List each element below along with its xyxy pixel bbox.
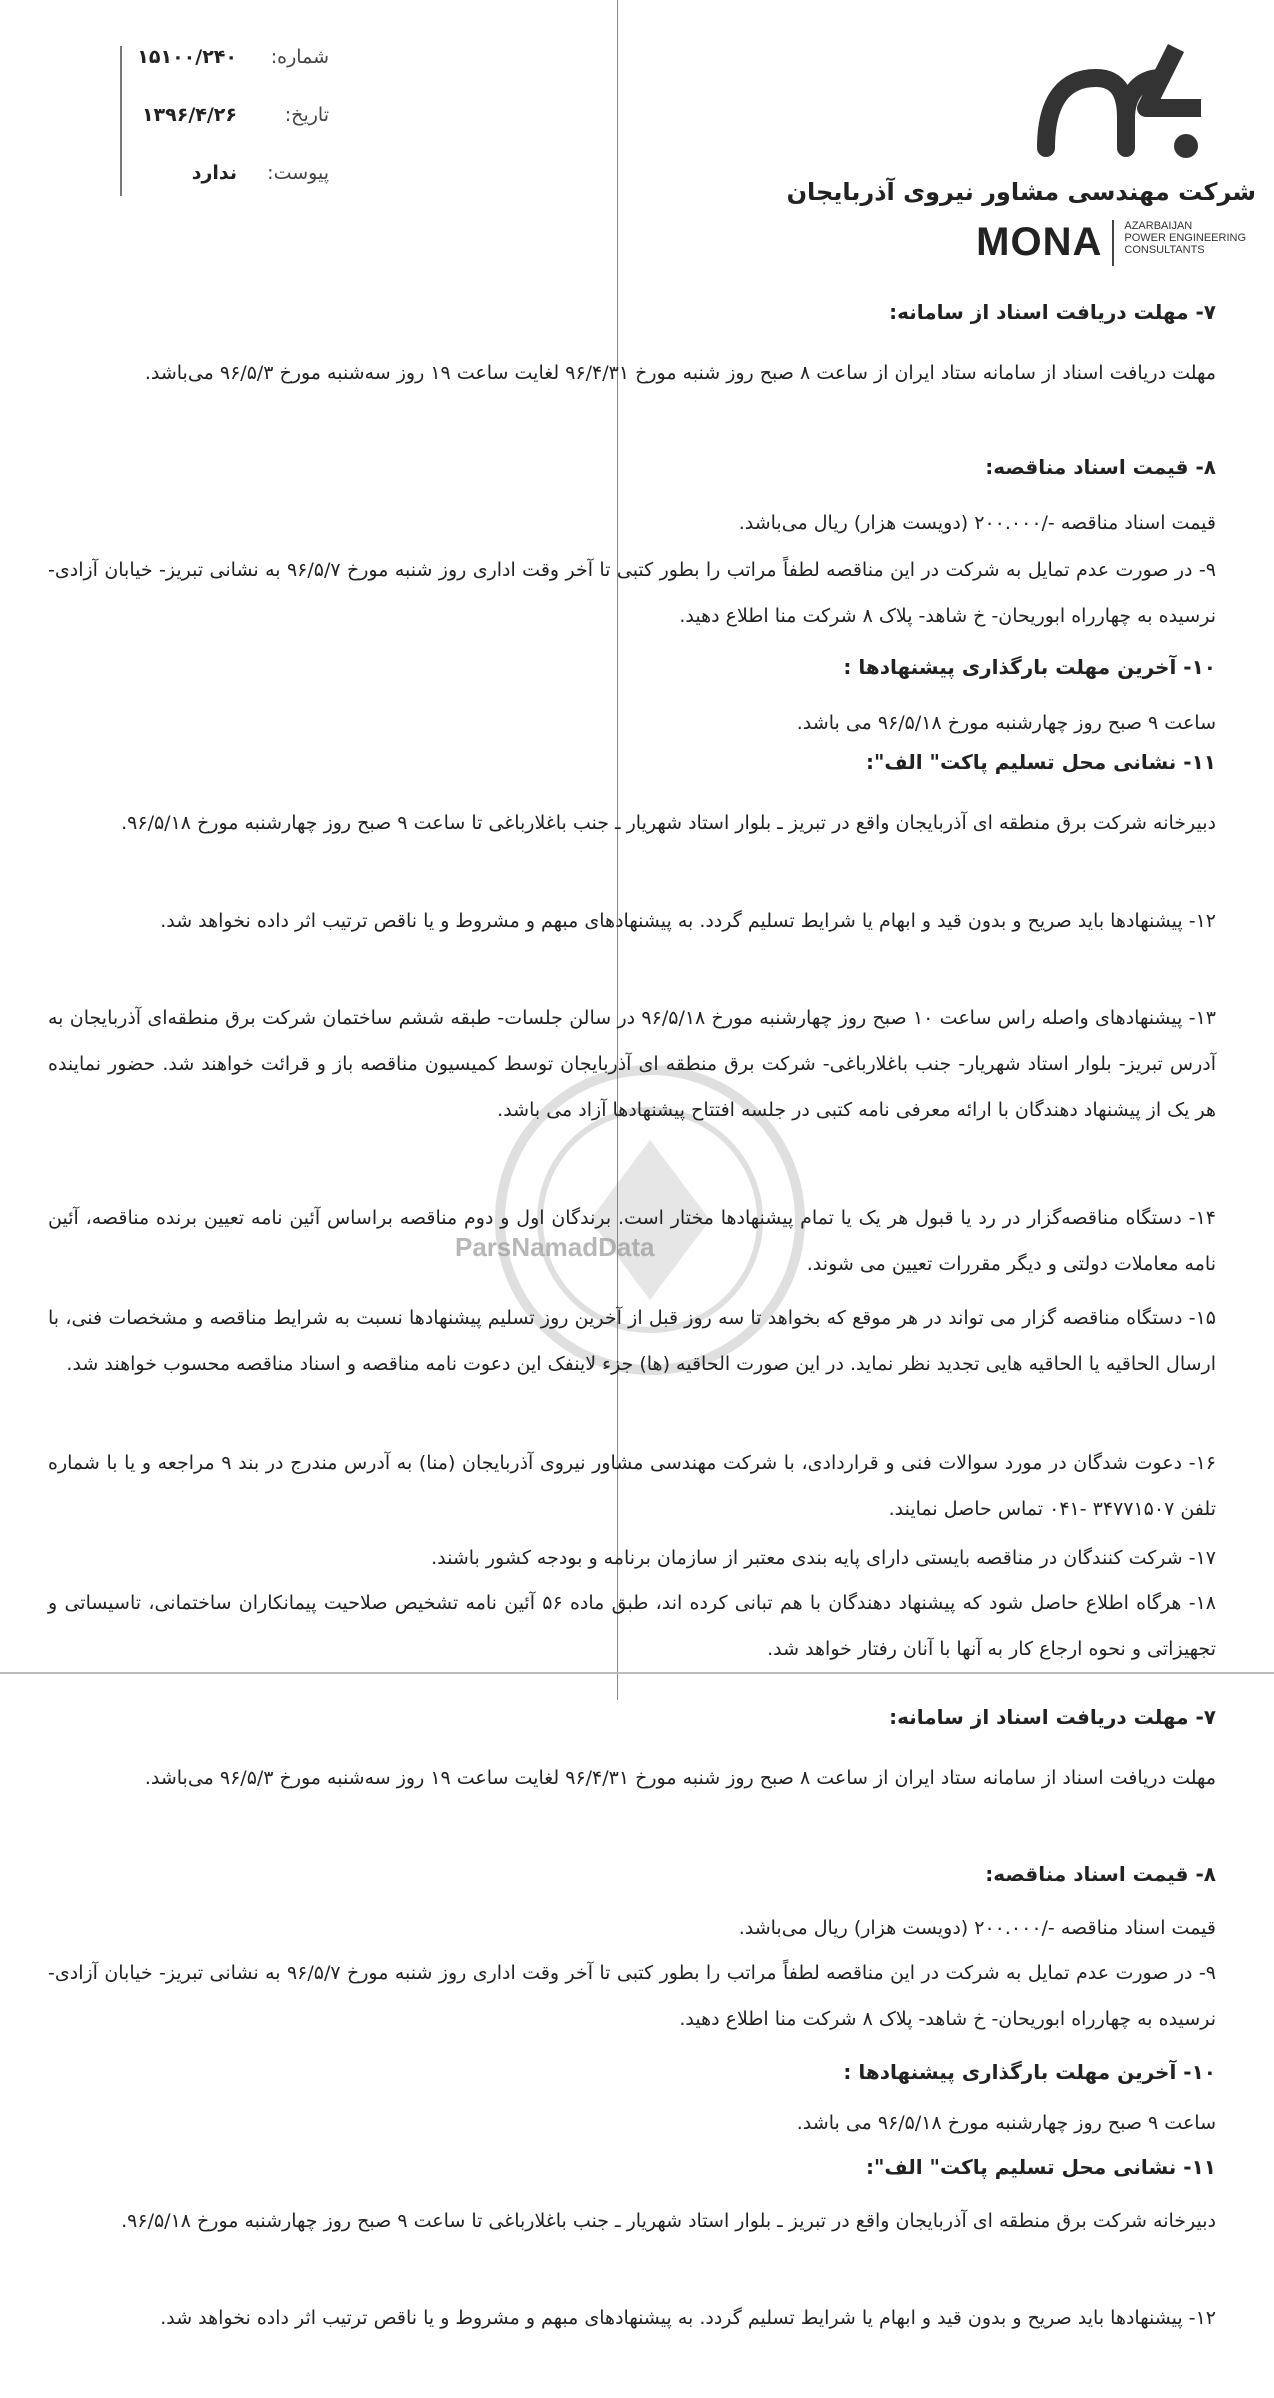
section-body: مهلت دریافت اسناد از سامانه ستاد ایران از ساعت ۸ صبح روز شنبه مورخ ۹۶/۴/۳۱ لغایت ساعت ۱۹ روز سه‌شنبه مورخ ۹۶/۵/۳ می‌باشد. (144, 1767, 1216, 1789)
date-value: ۱۳۹۶/۴/۲۶ (141, 104, 237, 126)
section-body: ۹- در صورت عدم تمایل به شرکت در این مناقصه لطفاً مراتب را بطور کتبی تا آخر وقت اداری روز شنبه مورخ ۹۶/۵/۷ به نشانی تبریز- خیابان آزادی- نرسیده به چهارراه ابوریحان- خ شاهد- پلاک ۸ شرکت منا اطلاع دهید. (48, 1962, 1216, 2030)
number-value: ۱۵۱۰۰/۲۴۰ (137, 46, 237, 68)
section-heading: ۱۱- نشانی محل تسلیم پاکت" الف": (865, 750, 1216, 774)
meta-attachment (122, 162, 337, 192)
mona-logo-icon (1026, 38, 1216, 168)
subtitle-line: CONSULTANTS (1124, 244, 1205, 256)
section-body: ۱۸- هرگاه اطلاع حاصل شود که پیشنهاد دهندگان با هم تبانی کرده اند، طبق ماده ۵۶ آئین نامه تشخیص صلاحیت پیمانکاران ساختمانی، تاسیساتی و تجهیزاتی و نحوه ارجاع کار به آنها با آنان رفتار خواهد شد. (48, 1592, 1216, 1660)
section-heading: ۱۰- آخرین مهلت بارگذاری پیشنهادها : (843, 2060, 1216, 2084)
section-heading: ۷- مهلت دریافت اسناد از سامانه: (889, 300, 1216, 324)
page-divider (0, 1672, 1274, 1674)
section-body: ۱۶- دعوت شدگان در مورد سوالات فنی و قراردادی، با شرکت مهندسی مشاور نیروی آذربایجان (منا) به آدرس مندرج در بند ۹ مراجعه و یا با شماره تلفن ۳۴۷۷۱۵۰۷ -۰۴۱ تماس حاصل نمایند. (48, 1452, 1217, 1520)
attachment-label: پیوست: (267, 162, 329, 184)
subtitle-line: AZARBAIJAN (1124, 220, 1193, 232)
section-heading: ۸- قیمت اسناد مناقصه: (985, 1862, 1216, 1886)
section-heading: ۱۱- نشانی محل تسلیم پاکت" الف": (865, 2155, 1216, 2179)
watermark-text: ParsNamadData (455, 1232, 655, 1262)
section-heading: ۸- قیمت اسناد مناقصه: (985, 455, 1216, 479)
section-body: دبیرخانه شرکت برق منطقه ای آذربایجان واقع در تبریز ـ بلوار استاد شهریار ـ جنب باغلارباغی تا ساعت ۹ صبح روز چهارشنبه مورخ ۹۶/۵/۱۸. (121, 2210, 1216, 2232)
section-body: قیمت اسناد مناقصه -/۲۰۰.۰۰۰ (دویست هزار) ریال می‌باشد. (738, 1917, 1216, 1939)
logo-divider (1112, 220, 1114, 266)
attachment-value: ندارد (191, 162, 237, 184)
section-heading: ۷- مهلت دریافت اسناد از سامانه: (889, 1705, 1216, 1729)
section-body: ۱۳- پیشنهادهای واصله راس ساعت ۱۰ صبح روز چهارشنبه مورخ ۹۶/۵/۱۸ در سالن جلسات- طبقه ششم ساختمان شرکت برق منطقه‌ای آذربایجان به آدرس تبریز- بلوار استاد شهریار- جنب باغلارباغی- شرکت برق منطقه ای آذربایجان توسط کمیسیون مناقصه باز و قرائت خواهند شد. حضور نماینده هر یک از پیشنهاد دهندگان با ارائه معرفی نامه کتبی در جلسه افتتاح پیشنهادها آزاد می باشد. (48, 1007, 1216, 1121)
section-body: ۱۷- شرکت کنندگان در مناقصه بایستی دارای پایه بندی معتبر از سازمان برنامه و بودجه کشور باشند. (431, 1547, 1216, 1569)
company-logo (786, 38, 1256, 268)
company-name-en (976, 220, 1246, 266)
subtitle-line: POWER ENGINEERING (1124, 232, 1246, 244)
meta-number (122, 46, 337, 76)
company-short-name: MONA (976, 220, 1103, 264)
number-label: شماره: (270, 46, 329, 68)
section-body: دبیرخانه شرکت برق منطقه ای آذربایجان واقع در تبریز ـ بلوار استاد شهریار ـ جنب باغلارباغی تا ساعت ۹ صبح روز چهارشنبه مورخ ۹۶/۵/۱۸. (121, 812, 1216, 834)
section-body: ۱۴- دستگاه مناقصه‌گزار در رد یا قبول هر یک یا تمام پیشنهادها مختار است. برندگان اول و دوم مناقصه براساس آئین نامه تعیین برنده مناقصه، آئین نامه معاملات دولتی و دیگر مقررات تعیین می شوند. (48, 1207, 1216, 1275)
section-body: ۱۵- دستگاه مناقصه گزار می تواند در هر موقع که بخواهد تا سه روز قبل از آخرین روز تسلیم پیشنهادها نسبت به شرایط مناقصه و مشخصات فنی، با ارسال الحاقیه یا الحاقیه هایی تجدید نظر نماید. در این صورت الحاقیه (ها) جزء لاینفک این دعوت نامه مناقصه و اسناد مناقصه محسوب خواهند شد. (48, 1307, 1216, 1375)
section-body: ساعت ۹ صبح روز چهارشنبه مورخ ۹۶/۵/۱۸ می باشد. (796, 2112, 1216, 2134)
meta-date (122, 104, 337, 134)
section-body: ۹- در صورت عدم تمایل به شرکت در این مناقصه لطفاً مراتب را بطور کتبی تا آخر وقت اداری روز شنبه مورخ ۹۶/۵/۷ به نشانی تبریز- خیابان آزادی- نرسیده به چهارراه ابوریحان- خ شاهد- پلاک ۸ شرکت منا اطلاع دهید. (48, 559, 1216, 627)
section-body: ساعت ۹ صبح روز چهارشنبه مورخ ۹۶/۵/۱۸ می باشد. (796, 712, 1216, 734)
date-label: تاریخ: (284, 104, 329, 126)
section-body: ۱۲- پیشنهادها باید صریح و بدون قید و ابهام یا شرایط تسلیم گردد. به پیشنهادهای مبهم و مشروط و یا ناقص ترتیب اثر داده نخواهد شد. (160, 910, 1216, 932)
section-body: قیمت اسناد مناقصه -/۲۰۰.۰۰۰ (دویست هزار) ریال می‌باشد. (738, 512, 1216, 534)
letter-meta (120, 46, 337, 196)
section-heading: ۱۰- آخرین مهلت بارگذاری پیشنهادها : (843, 655, 1216, 679)
section-body: ۱۲- پیشنهادها باید صریح و بدون قید و ابهام یا شرایط تسلیم گردد. به پیشنهادهای مبهم و مشروط و یا ناقص ترتیب اثر داده نخواهد شد. (160, 2307, 1216, 2329)
company-name-fa: شرکت مهندسی مشاور نیروی آذربایجان (786, 178, 1256, 206)
section-body: مهلت دریافت اسناد از سامانه ستاد ایران از ساعت ۸ صبح روز شنبه مورخ ۹۶/۴/۳۱ لغایت ساعت ۱۹ روز سه‌شنبه مورخ ۹۶/۵/۳ می‌باشد. (144, 362, 1216, 384)
company-subtitle (1124, 220, 1246, 256)
